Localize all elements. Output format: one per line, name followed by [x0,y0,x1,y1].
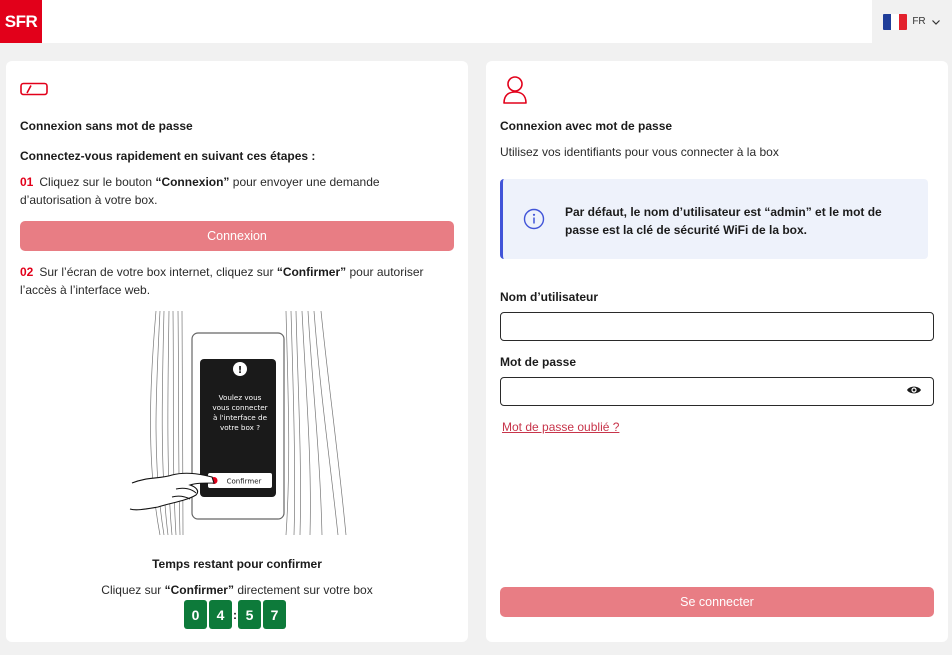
timer-instruction [6,581,468,599]
submit-button[interactable]: Se connecter [500,587,934,617]
step-1-text: Cliquez sur le bouton [39,175,156,189]
svg-text:!: ! [237,365,243,376]
step-2-text-end: pour autoriser l’accès à l’interface web. [20,265,424,297]
screen-line-3: à l'interface de [213,413,267,422]
header [0,0,952,43]
box-illustration [116,311,356,537]
step-2-bold: “Confirmer” [276,265,347,279]
timer-digit: 5 [238,600,261,629]
step-1-bold: “Connexion” [155,175,230,189]
language-selector[interactable] [872,0,952,43]
timer-instruction-text: Cliquez sur [101,583,165,597]
step-2 [20,263,440,299]
user-icon [502,75,528,105]
username-label: Nom d’utilisateur [500,290,599,304]
screen-line-1: Voulez vous [218,393,262,402]
forgot-password-link[interactable]: Mot de passe oublié ? [502,420,620,434]
screen-confirm-label: Confirmer [226,477,262,486]
step-1-text-end: pour envoyer une demande d’autorisation à votre box. [20,175,380,207]
screen-line-4: votre box ? [219,423,261,432]
step-2-text: Sur l’écran de votre box internet, cliquez sur [39,265,277,279]
timer-instruction-text-end: directement sur votre box [233,583,373,597]
panel-title: Connexion sans mot de passe [20,119,193,133]
info-icon [523,208,545,230]
timer-digit: 7 [263,600,286,629]
step-1-number: 01 [20,175,34,189]
username-input[interactable] [500,312,934,341]
sfr-logo[interactable]: SFR [0,0,42,43]
timer-digit: 0 [184,600,207,629]
card-icon [20,82,48,96]
timer-digit: 4 [209,600,232,629]
password-input[interactable] [500,377,934,406]
password-label: Mot de passe [500,355,577,369]
screen-line-2: vous connecter [212,403,268,412]
chevron-down-icon [931,17,941,27]
panel-subtitle: Utilisez vos identifiants pour vous connecter à la box [500,145,779,159]
connexion-button[interactable]: Connexion [20,221,454,251]
info-text: Par défaut, le nom d’utilisateur est “admin” et le mot de passe est la clé de sécurité WiFi de la box. [565,205,882,237]
info-box [500,179,928,259]
timer-separator: : [233,607,237,622]
panel-title: Connexion avec mot de passe [500,119,673,133]
step-1 [20,173,440,209]
panel-subtitle: Connectez-vous rapidement en suivant ces étapes : [20,149,316,163]
step-2-number: 02 [20,265,34,279]
timer-title: Temps restant pour confirmer [152,557,322,571]
passwordless-login-panel [6,61,468,642]
timer-instruction-bold: “Confirmer” [164,583,234,597]
countdown-timer [184,600,286,629]
language-label: FR [912,16,926,27]
france-flag-icon [883,14,907,30]
password-login-panel [486,61,948,642]
eye-icon[interactable] [906,384,922,396]
